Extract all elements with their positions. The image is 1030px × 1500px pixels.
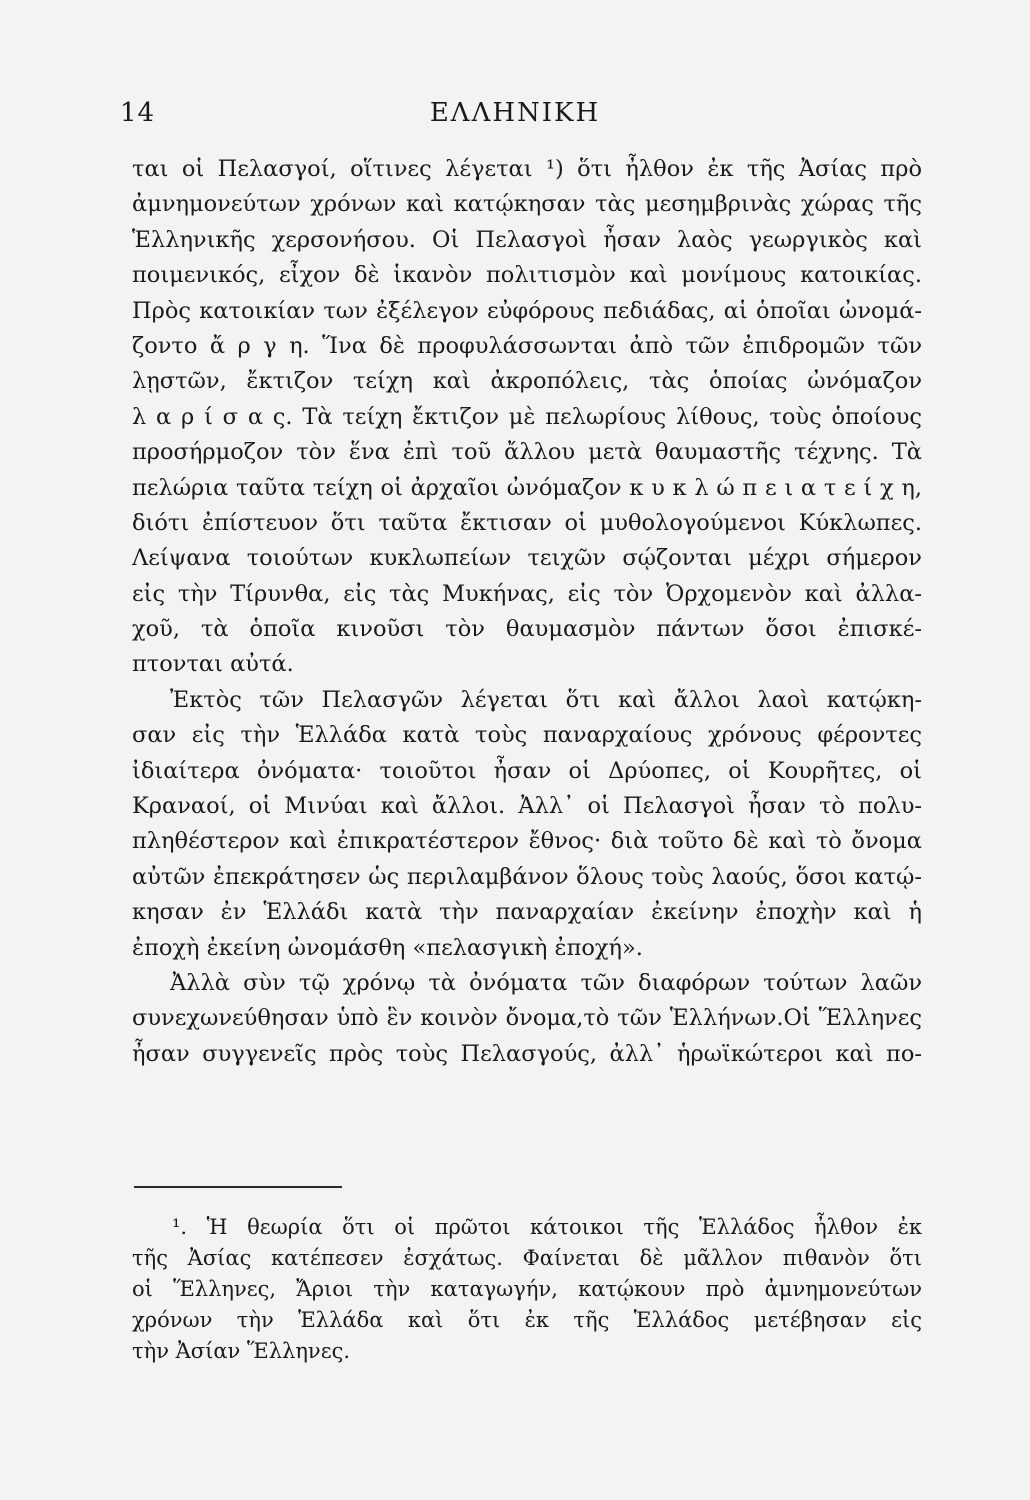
text-line: λῃστῶν, ἔκτιζον τείχη καὶ ἀκροπόλεις, τὰς ὁποίας ὠνόμαζον <box>132 368 922 395</box>
footnote <box>132 1212 922 1367</box>
text-line: χοῦ, τὰ ὁποῖα κινοῦσι τὸν θαυμασμὸν πάντων ὅσοι ἐπισκέ- <box>132 616 922 643</box>
footnote-line: τὴν Ἀσίαν Ἕλληνες. <box>132 1339 351 1363</box>
text-line: σαν εἰς τὴν Ἑλλάδα κατὰ τοὺς παναρχαίους χρόνους φέροντες <box>132 722 922 749</box>
page-number: 14 <box>120 98 156 128</box>
text-line: ζοντο ἄ ρ γ η. Ἵνα δὲ προφυλάσσωνται ἀπὸ τῶν ἐπιδρομῶν τῶν <box>132 332 922 359</box>
footnote-line: χρόνων τὴν Ἑλλάδα καὶ ὅτι ἐκ τῆς Ἑλλάδος μετέβησαν εἰς <box>132 1308 922 1332</box>
text-line: ἦσαν συγγενεῖς πρὸς τοὺς Πελασγούς, ἀλλ᾽ ἡρωϊκώτεροι καὶ πο- <box>132 1040 922 1067</box>
text-line: διότι ἐπίστευον ὅτι ταῦτα ἔκτισαν οἱ μυθολογούμενοι Κύκλωπες. <box>132 509 922 536</box>
text-line: πληθέστερον καὶ ἐπικρατέστερον ἔθνος· διὰ τοῦτο δὲ καὶ τὸ ὄνομα <box>132 828 922 855</box>
text-line: προσήρμοζον τὸν ἕνα ἐπὶ τοῦ ἄλλου μετὰ θαυμαστῆς τέχνης. Τὰ <box>132 439 922 466</box>
text-line: Λείψανα τοιούτων κυκλωπείων τειχῶν σῴζονται μέχρι σήμερον <box>132 545 922 572</box>
footnote-line: ¹. Ἡ θεωρία ὅτι οἱ πρῶτοι κάτοικοι τῆς Ἑλλάδος ἦλθον ἐκ <box>172 1215 922 1239</box>
running-head: ΕΛΛΗΝΙΚΗ <box>429 98 601 128</box>
text-line: ἰδιαίτερα ὀνόματα· τοιοῦτοι ἦσαν οἱ Δρύοπες, οἱ Κουρῆτες, οἱ <box>132 757 922 784</box>
text-line: εἰς τὴν Τίρυνθα, εἰς τὰς Μυκήνας, εἰς τὸν Ὀρχομενὸν καὶ ἀλλα- <box>132 580 922 607</box>
text-line: ται οἱ Πελασγοί, οἵτινες λέγεται ¹) ὅτι ἦλθον ἐκ τῆς Ἀσίας πρὸ <box>132 156 922 182</box>
text-line: Ἑλληνικῆς χερσονήσου. Οἱ Πελασγοὶ ἦσαν λαὸς γεωργικὸς καὶ <box>132 226 922 253</box>
footnote-line: τῆς Ἀσίας κατέπεσεν ἐσχάτως. Φαίνεται δὲ μᾶλλον πιθανὸν ὅτι <box>132 1246 922 1270</box>
text-line: Πρὸς κατοικίαν των ἐξέλεγον εὐφόρους πεδιάδας, αἱ ὁποῖαι ὠνομά- <box>132 297 922 324</box>
text-line: πελώρια ταῦτα τείχη οἱ ἀρχαῖοι ὠνόμαζον κ υ κ λ ώ π ε ι α τ ε ί χ η, <box>132 474 922 501</box>
text-line: λ α ρ ί σ α ς. Τὰ τείχη ἔκτιζον μὲ πελωρίους λίθους, τοὺς ὁποίους <box>132 403 922 430</box>
text-line: συνεχωνεύθησαν ὑπὸ ἓν κοινὸν ὄνομα,τὸ τῶν Ἑλλήνων.Οἱ Ἕλληνες <box>132 1005 922 1032</box>
text-line: ποιμενικός, εἶχον δὲ ἱκανὸν πολιτισμὸν καὶ μονίμους κατοικίας. <box>132 262 922 289</box>
text-line: κησαν ἐν Ἑλλάδι κατὰ τὴν παναρχαίαν ἐκείνην ἐποχὴν καὶ ἡ <box>132 899 922 926</box>
text-line: Κραναοί, οἱ Μινύαι καὶ ἄλλοι. Ἀλλ᾽ οἱ Πελασγοὶ ἦσαν τὸ πολυ- <box>132 793 922 820</box>
text-line: πτονται αὐτά. <box>132 651 294 678</box>
text-line: ἀμνημονεύτων χρόνων καὶ κατῴκησαν τὰς μεσημβρινὰς χώρας τῆς <box>132 191 922 218</box>
footnote-line: οἱ Ἕλληνες, Ἄριοι τὴν καταγωγήν, κατῴκουν πρὸ ἀμνημονεύτων <box>132 1277 922 1301</box>
footnote-divider <box>134 1186 342 1188</box>
text-line: Ἐκτὸς τῶν Πελασγῶν λέγεται ὅτι καὶ ἄλλοι λαοὶ κατῴκη- <box>170 686 922 713</box>
text-line: Ἀλλὰ σὺν τῷ χρόνῳ τὰ ὀνόματα τῶν διαφόρων τούτων λαῶν <box>170 969 922 996</box>
body-text <box>132 152 922 1072</box>
text-line: ἐποχὴ ἐκείνη ὠνομάσθη «πελασγικὴ ἐποχή». <box>132 934 643 961</box>
text-line: αὐτῶν ἐπεκράτησεν ὡς περιλαμβάνον ὅλους τοὺς λαούς, ὅσοι κατῴ- <box>132 863 922 890</box>
